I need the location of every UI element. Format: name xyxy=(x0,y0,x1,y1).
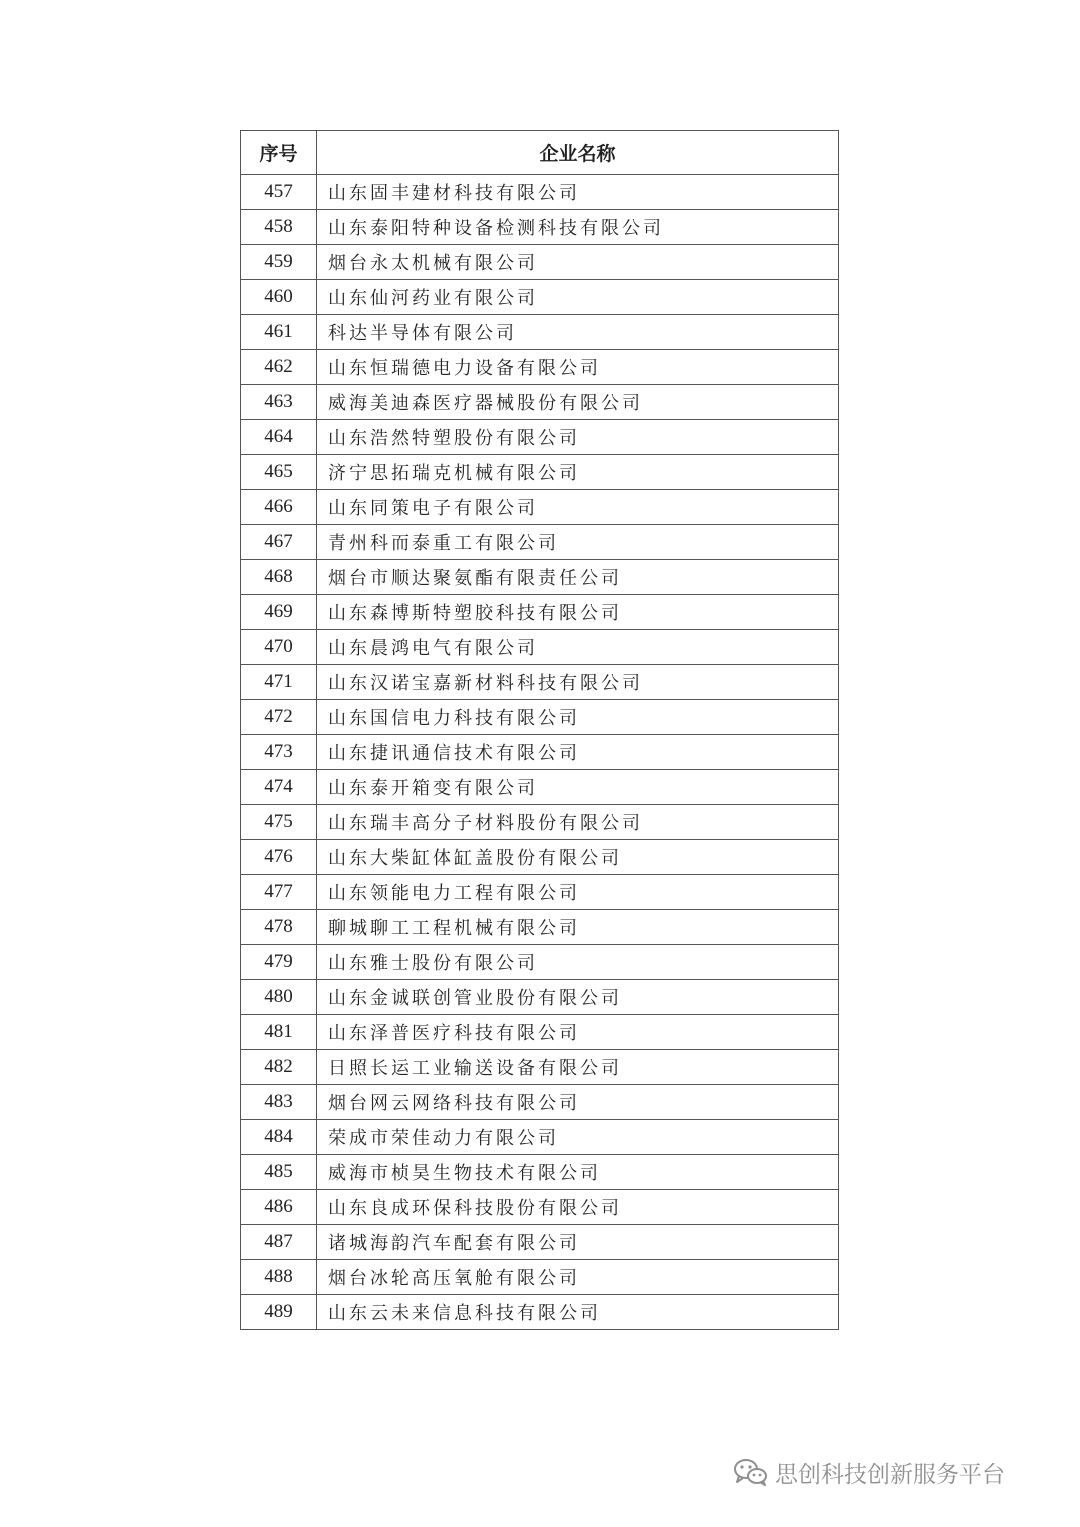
company-name-cell: 烟台市顺达聚氨酯有限责任公司 xyxy=(317,560,839,595)
serial-number-cell: 460 xyxy=(241,280,317,315)
serial-number-cell: 457 xyxy=(241,175,317,210)
serial-number-cell: 458 xyxy=(241,210,317,245)
company-name-cell: 济宁思拓瑞克机械有限公司 xyxy=(317,455,839,490)
serial-number-cell: 478 xyxy=(241,910,317,945)
serial-number-cell: 475 xyxy=(241,805,317,840)
company-name-cell: 山东泰阳特种设备检测科技有限公司 xyxy=(317,210,839,245)
company-name-cell: 日照长运工业输送设备有限公司 xyxy=(317,1050,839,1085)
company-name-cell: 诸城海韵汽车配套有限公司 xyxy=(317,1225,839,1260)
company-name-cell: 山东国信电力科技有限公司 xyxy=(317,700,839,735)
serial-number-cell: 467 xyxy=(241,525,317,560)
company-name-cell: 山东云未来信息科技有限公司 xyxy=(317,1295,839,1330)
header-row xyxy=(241,131,839,175)
table-row xyxy=(241,910,839,945)
company-name-cell: 山东固丰建材科技有限公司 xyxy=(317,175,839,210)
company-name-cell: 山东捷讯通信技术有限公司 xyxy=(317,735,839,770)
table-row xyxy=(241,245,839,280)
serial-number-cell: 483 xyxy=(241,1085,317,1120)
table-row xyxy=(241,980,839,1015)
serial-number-cell: 459 xyxy=(241,245,317,280)
serial-number-cell: 484 xyxy=(241,1120,317,1155)
table-row xyxy=(241,175,839,210)
company-name-cell: 烟台网云网络科技有限公司 xyxy=(317,1085,839,1120)
serial-number-cell: 465 xyxy=(241,455,317,490)
serial-number-cell: 474 xyxy=(241,770,317,805)
table-row xyxy=(241,875,839,910)
company-name-cell: 山东瑞丰高分子材料股份有限公司 xyxy=(317,805,839,840)
table-row xyxy=(241,595,839,630)
serial-number-cell: 482 xyxy=(241,1050,317,1085)
serial-number-cell: 461 xyxy=(241,315,317,350)
company-name-cell: 威海美迪森医疗器械股份有限公司 xyxy=(317,385,839,420)
company-name-cell: 山东泽普医疗科技有限公司 xyxy=(317,1015,839,1050)
company-name-cell: 山东大柴缸体缸盖股份有限公司 xyxy=(317,840,839,875)
table-row xyxy=(241,280,839,315)
serial-number-cell: 476 xyxy=(241,840,317,875)
company-name-cell: 山东仙河药业有限公司 xyxy=(317,280,839,315)
serial-number-cell: 462 xyxy=(241,350,317,385)
company-name-cell: 威海市桢昊生物技术有限公司 xyxy=(317,1155,839,1190)
table-row xyxy=(241,1260,839,1295)
company-name-cell: 山东浩然特塑股份有限公司 xyxy=(317,420,839,455)
company-name-cell: 山东汉诺宝嘉新材料科技有限公司 xyxy=(317,665,839,700)
serial-number-cell: 473 xyxy=(241,735,317,770)
wechat-icon xyxy=(733,1458,769,1486)
serial-number-cell: 468 xyxy=(241,560,317,595)
table-row xyxy=(241,490,839,525)
company-name-cell: 青州科而泰重工有限公司 xyxy=(317,525,839,560)
company-list-table xyxy=(240,130,839,1330)
company-name-cell: 山东恒瑞德电力设备有限公司 xyxy=(317,350,839,385)
table-row xyxy=(241,770,839,805)
table-row xyxy=(241,1050,839,1085)
serial-number-cell: 464 xyxy=(241,420,317,455)
serial-number-cell: 485 xyxy=(241,1155,317,1190)
company-name-cell: 山东泰开箱变有限公司 xyxy=(317,770,839,805)
company-name-cell: 山东森博斯特塑胶科技有限公司 xyxy=(317,595,839,630)
table-row xyxy=(241,1155,839,1190)
table-body xyxy=(241,175,839,1330)
watermark-text: 思创科技创新服务平台 xyxy=(775,1461,1005,1488)
serial-number-cell: 466 xyxy=(241,490,317,525)
serial-number-cell: 480 xyxy=(241,980,317,1015)
table-row xyxy=(241,525,839,560)
table-row xyxy=(241,210,839,245)
table-row xyxy=(241,805,839,840)
table-row xyxy=(241,945,839,980)
serial-number-cell: 470 xyxy=(241,630,317,665)
table-row xyxy=(241,420,839,455)
table-row xyxy=(241,840,839,875)
table-row xyxy=(241,630,839,665)
table-row xyxy=(241,1225,839,1260)
serial-number-cell: 489 xyxy=(241,1295,317,1330)
company-name-cell: 山东同策电子有限公司 xyxy=(317,490,839,525)
header-serial-number: 序号 xyxy=(241,131,317,175)
serial-number-cell: 479 xyxy=(241,945,317,980)
table-row xyxy=(241,560,839,595)
company-name-cell: 山东金诚联创管业股份有限公司 xyxy=(317,980,839,1015)
serial-number-cell: 481 xyxy=(241,1015,317,1050)
table-row xyxy=(241,700,839,735)
serial-number-cell: 488 xyxy=(241,1260,317,1295)
serial-number-cell: 463 xyxy=(241,385,317,420)
serial-number-cell: 469 xyxy=(241,595,317,630)
table-row xyxy=(241,1190,839,1225)
serial-number-cell: 477 xyxy=(241,875,317,910)
watermark xyxy=(733,1457,1005,1487)
serial-number-cell: 486 xyxy=(241,1190,317,1225)
table-row xyxy=(241,350,839,385)
table-row xyxy=(241,385,839,420)
company-name-cell: 烟台永太机械有限公司 xyxy=(317,245,839,280)
table-header xyxy=(241,131,839,175)
table-row xyxy=(241,1120,839,1155)
table-row xyxy=(241,735,839,770)
header-company-name: 企业名称 xyxy=(317,131,839,175)
serial-number-cell: 471 xyxy=(241,665,317,700)
table-row xyxy=(241,315,839,350)
table-row xyxy=(241,1085,839,1120)
table-row xyxy=(241,1015,839,1050)
company-name-cell: 山东良成环保科技股份有限公司 xyxy=(317,1190,839,1225)
company-name-cell: 聊城聊工工程机械有限公司 xyxy=(317,910,839,945)
company-name-cell: 山东雅士股份有限公司 xyxy=(317,945,839,980)
table-row xyxy=(241,455,839,490)
company-name-cell: 烟台冰轮高压氧舱有限公司 xyxy=(317,1260,839,1295)
serial-number-cell: 487 xyxy=(241,1225,317,1260)
serial-number-cell: 472 xyxy=(241,700,317,735)
company-name-cell: 科达半导体有限公司 xyxy=(317,315,839,350)
table-row xyxy=(241,1295,839,1330)
company-name-cell: 山东领能电力工程有限公司 xyxy=(317,875,839,910)
table-row xyxy=(241,665,839,700)
company-name-cell: 荣成市荣佳动力有限公司 xyxy=(317,1120,839,1155)
company-name-cell: 山东晨鸿电气有限公司 xyxy=(317,630,839,665)
